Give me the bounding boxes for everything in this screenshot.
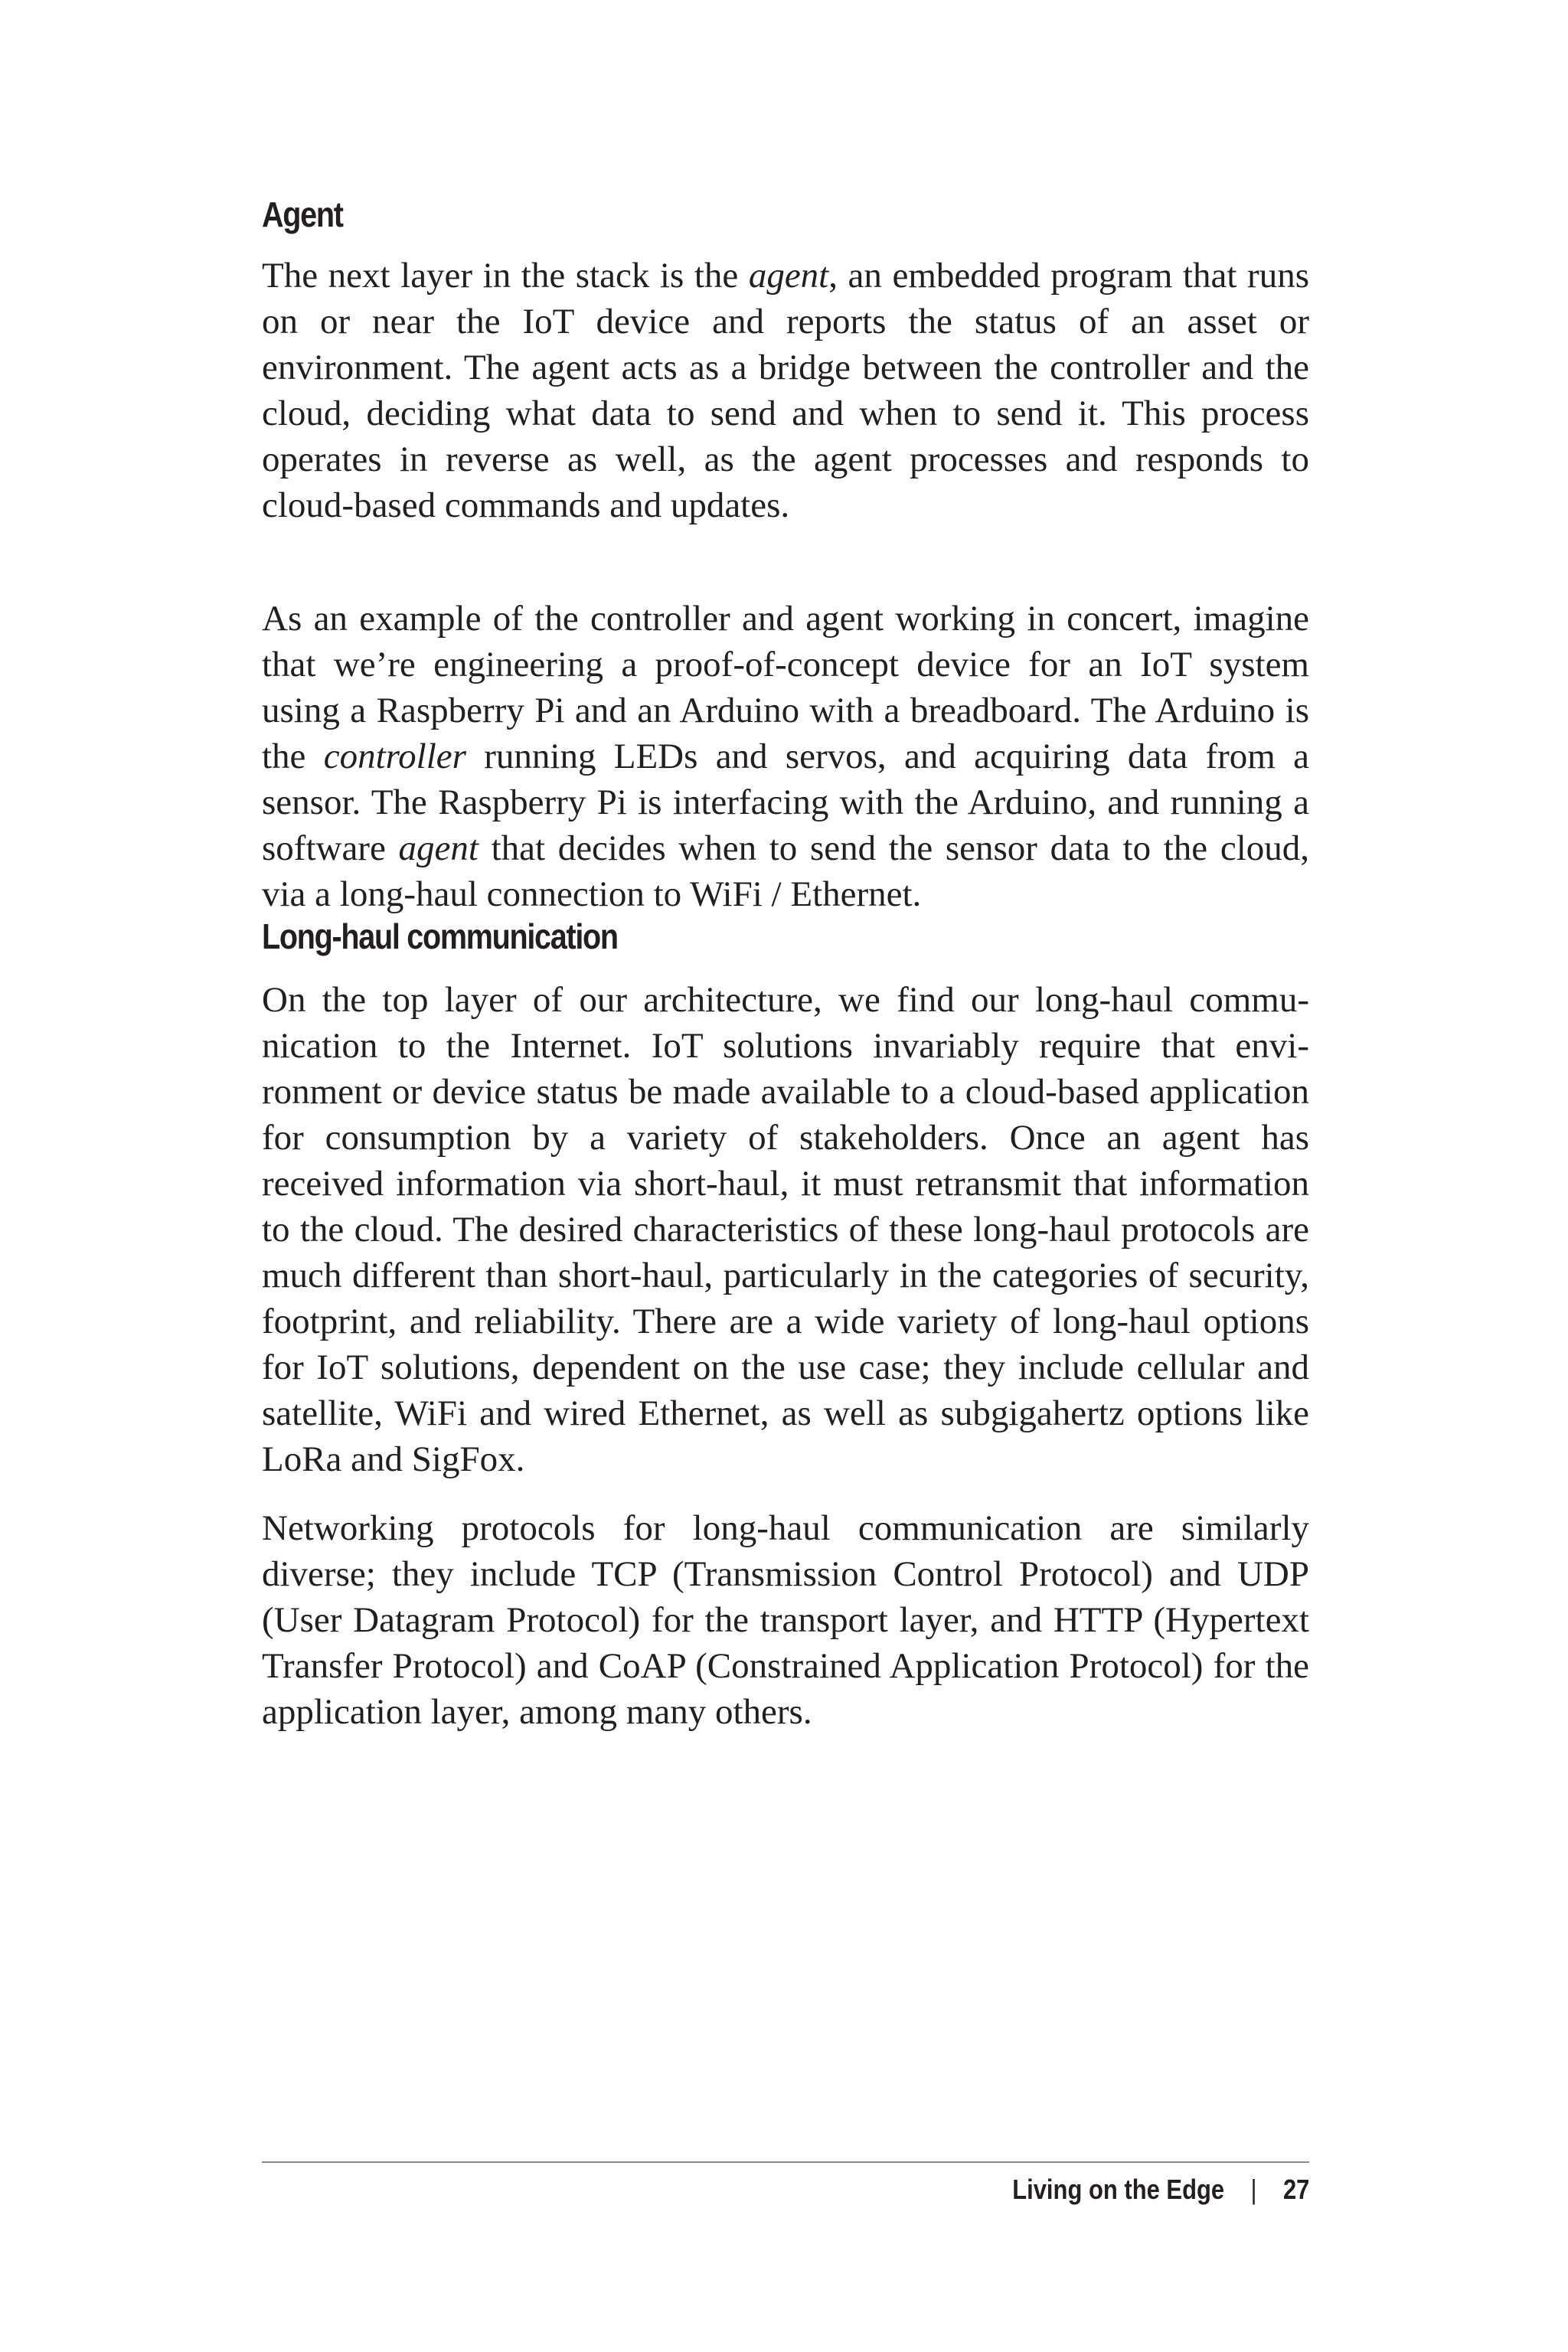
page-number: 27: [1282, 2174, 1309, 2205]
paragraph-agent-intro: [262, 253, 1309, 528]
emphasis-agent: agent: [398, 828, 479, 868]
text-run: , an embedded program that runs on or near the IoT device and reports the status of an asset or environment. The agent acts as a bridge between the controller and the cloud, deciding what data to send and when to send it. This process operates in reverse as well, as the agent processes and responds to cloud-based commands and updates.: [262, 256, 1309, 525]
page-footer: [1012, 2173, 1309, 2207]
text-run: that decides when to send the sensor data to the cloud, via a long-haul connection to WiFi / Ethernet.: [262, 828, 1309, 914]
footer-separator: |: [1250, 2174, 1257, 2205]
paragraph-long-haul-intro: On the top layer of our architecture, we find our long-haul communication to the Internet. IoT solutions invariably require that environment or device status be made available to a cloud-based application for consumption by a variety of stakeholders. Once an agent has received information via short-haul, it must retransmit that information to the cloud. The desired characteristics of these long-haul protocols are much different than short-haul, particularly in the categories of security, footprint, and reliability. There are a wide variety of long-haul options for IoT solutions, dependent on the use case; they include cellular and satellite, WiFi and wired Ethernet, as well as subgigahertz options like LoRa and SigFox.: [262, 980, 1309, 1479]
text-run: The next layer in the stack is the: [262, 256, 749, 296]
emphasis-agent: agent: [748, 256, 829, 296]
section-heading-agent: Agent: [262, 194, 343, 234]
footer-title: Living on the Edge: [1011, 2174, 1224, 2205]
emphasis-controller: controller: [323, 737, 466, 776]
section-heading-long-haul: Long-haul communication: [262, 916, 618, 956]
paragraph-long-haul-protocols: Networking protocols for long-haul communication are similarly diverse; they include TCP (Transmission Control Protocol) and UDP (User Datagram Protocol) for the transport layer, and HTTP (Hypertext Transfer Protocol) and CoAP (Constrained Application Protocol) for the application layer, among many others.: [262, 1508, 1309, 1732]
paragraph-agent-example: [262, 596, 1309, 917]
footer-divider: [262, 2161, 1309, 2163]
text-run: As an example of the controller and agent working in concert, imagine that we’re engineering a proof-of-concept device for an IoT system using a Raspberry Pi and an Arduino with a breadboard. The Arduino is the: [262, 599, 1309, 776]
text-run: running LEDs and servos, and acquiring data from a sensor. The Raspberry Pi is interfacing with the Arduino, and running a software: [262, 737, 1309, 868]
